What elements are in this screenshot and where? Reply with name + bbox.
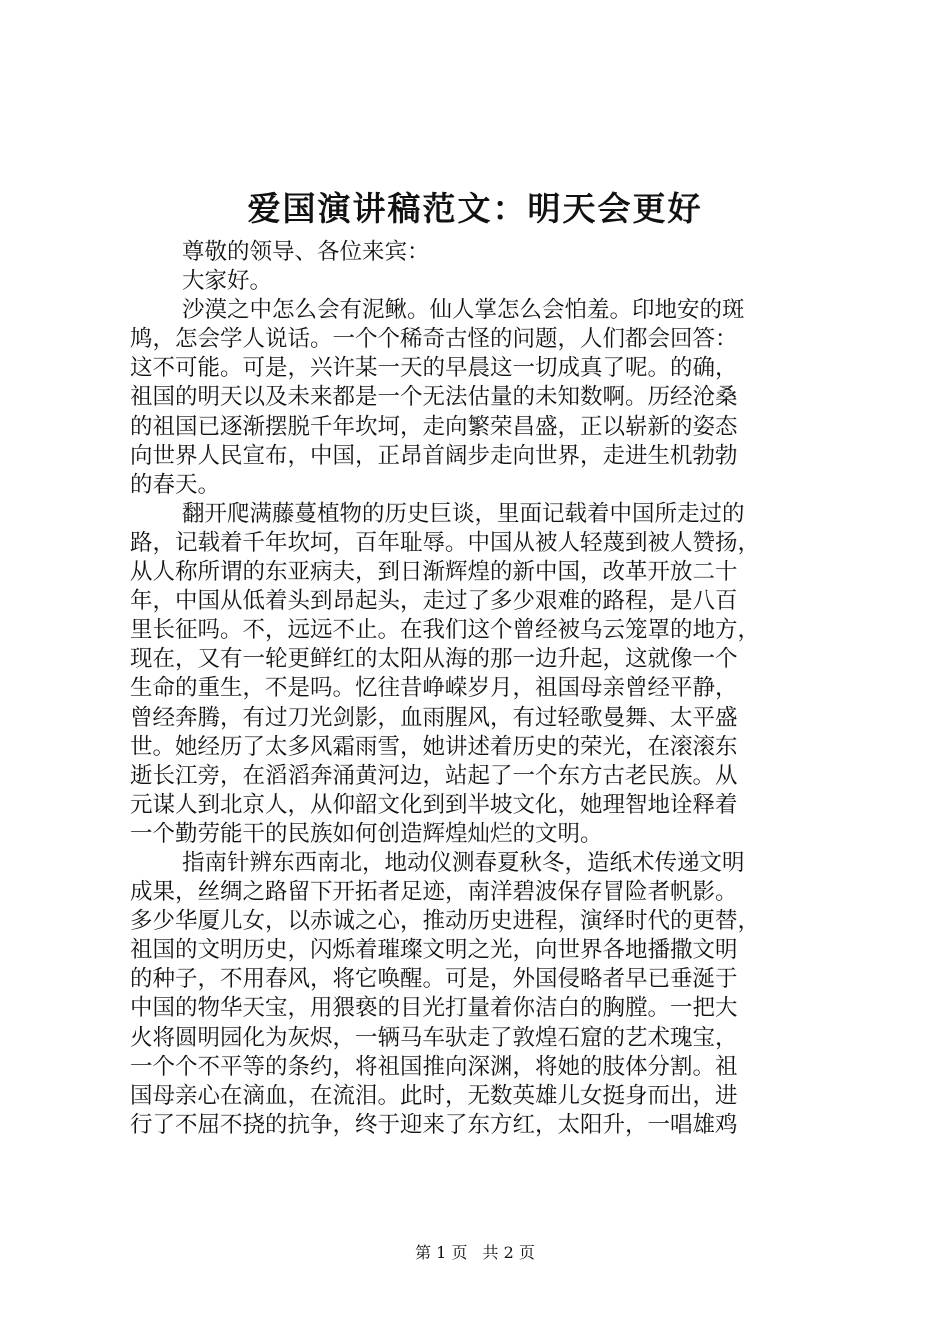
text-line: 年，中国从低着头到昂起头，走过了多少艰难的路程，是八百 bbox=[130, 588, 738, 615]
text-line: 祖国的明天以及未来都是一个无法估量的未知数啊。历经沧桑 bbox=[130, 384, 738, 411]
text-line: 沙漠之中怎么会有泥鳅。仙人掌怎么会怕羞。印地安的斑 bbox=[182, 297, 745, 324]
text-line: 向世界人民宣布，中国，正昂首阔步走向世界，走进生机勃勃 bbox=[130, 442, 738, 469]
text-line: 元谋人到北京人，从仰韶文化到到半坡文化，她理智地诠释着 bbox=[130, 791, 738, 818]
page-total: 共 2 页 bbox=[482, 1243, 535, 1262]
text-line: 的春天。 bbox=[130, 471, 221, 498]
page-footer bbox=[0, 1240, 950, 1263]
text-line: 曾经奔腾，有过刀光剑影，血雨腥风，有过轻歌曼舞、太平盛 bbox=[130, 704, 738, 731]
text-line: 的祖国已逐渐摆脱千年坎坷，走向繁荣昌盛，正以崭新的姿态 bbox=[130, 413, 738, 440]
text-line: 中国的物华天宝，用猥亵的目光打量着你洁白的胸膛。一把大 bbox=[130, 995, 738, 1022]
text-line: 多少华厦儿女，以赤诚之心，推动历史进程，演绎时代的更替， bbox=[130, 908, 761, 935]
text-line: 里长征吗。不，远远不止。在我们这个曾经被乌云笼罩的地方， bbox=[130, 617, 761, 644]
text-line: 现在，又有一轮更鲜红的太阳从海的那一边升起，这就像一个 bbox=[130, 646, 738, 673]
text-line: 世。她经历了太多风霜雨雪，她讲述着历史的荣光，在滚滚东 bbox=[130, 733, 738, 760]
document-title: 爱国演讲稿范文：明天会更好 bbox=[247, 189, 703, 228]
text-line: 从人称所谓的东亚病夫，到日渐辉煌的新中国，改革开放二十 bbox=[130, 559, 738, 586]
text-line: 大家好。 bbox=[182, 268, 273, 295]
page-number: 第 1 页 bbox=[415, 1243, 468, 1262]
text-line: 尊敬的领导、各位来宾： bbox=[182, 239, 430, 265]
text-line: 路，记载着千年坎坷，百年耻辱。中国从被人轻蔑到被人赞扬， bbox=[130, 529, 761, 556]
text-line: 祖国的文明历史，闪烁着璀璨文明之光，向世界各地播撒文明 bbox=[130, 937, 738, 964]
text-line: 这不可能。可是，兴许某一天的早晨这一切成真了呢。的确， bbox=[130, 355, 738, 382]
text-line: 成果，丝绸之路留下开拓者足迹，南洋碧波保存冒险者帆影。 bbox=[130, 879, 738, 906]
text-line: 鸠，怎会学人说话。一个个稀奇古怪的问题，人们都会回答： bbox=[130, 326, 738, 353]
text-line: 一个勤劳能干的民族如何创造辉煌灿烂的文明。 bbox=[130, 820, 603, 847]
text-line: 火将圆明园化为灰烬，一辆马车驮走了敦煌石窟的艺术瑰宝， bbox=[130, 1024, 738, 1051]
text-line: 生命的重生，不是吗。忆往昔峥嵘岁月，祖国母亲曾经平静， bbox=[130, 675, 738, 702]
text-line: 指南针辨东西南北，地动仪测春夏秋冬，造纸术传递文明 bbox=[182, 849, 745, 876]
text-line: 国母亲心在滴血，在流泪。此时，无数英雄儿女挺身而出，进 bbox=[130, 1082, 738, 1109]
text-line: 一个个不平等的条约，将祖国推向深渊，将她的肢体分割。祖 bbox=[130, 1053, 738, 1080]
text-line: 翻开爬满藤蔓植物的历史巨谈，里面记载着中国所走过的 bbox=[182, 500, 745, 527]
text-line: 行了不屈不挠的抗争，终于迎来了东方红，太阳升，一唱雄鸡 bbox=[130, 1111, 738, 1138]
text-line: 的种子，不用春风，将它唤醒。可是，外国侵略者早已垂涎于 bbox=[130, 966, 738, 993]
text-line: 逝长江旁，在滔滔奔涌黄河边，站起了一个东方古老民族。从 bbox=[130, 762, 738, 789]
document-body bbox=[130, 238, 830, 1140]
